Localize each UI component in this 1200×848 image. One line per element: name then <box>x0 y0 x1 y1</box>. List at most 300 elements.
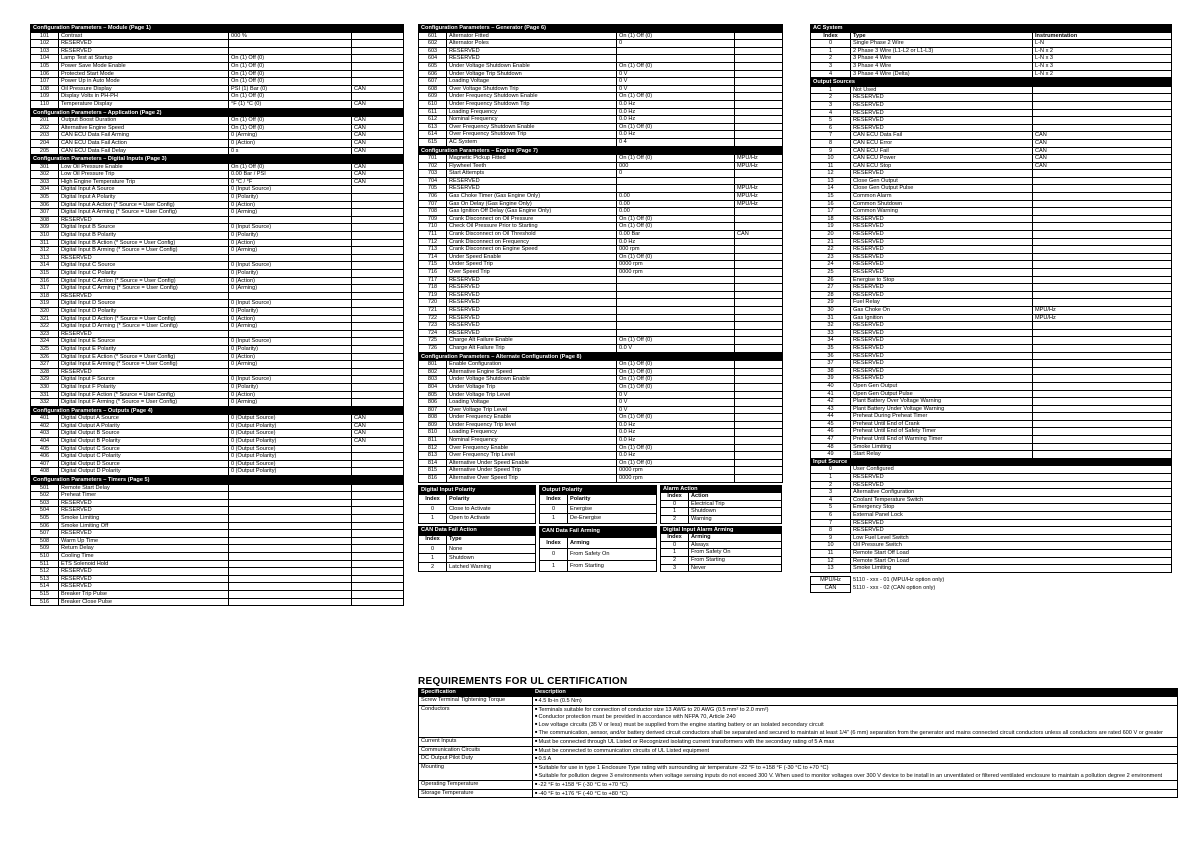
column-header: Polarity <box>568 495 657 504</box>
parameter-name: Charge Alt Failure Trip <box>447 344 617 352</box>
parameter-index: 609 <box>419 93 447 101</box>
output-source-index: 12 <box>811 170 851 178</box>
parameter-value: 0 (Arming) <box>229 247 352 255</box>
parameter-name: Breaker Close Pulse <box>59 598 229 606</box>
parameter-index: 723 <box>419 322 447 330</box>
option-flag <box>352 568 404 576</box>
parameter-index: 606 <box>419 70 447 78</box>
table-row <box>31 484 404 492</box>
option-flag: MPU/Hz <box>1033 314 1172 322</box>
table-row <box>811 177 1172 185</box>
input-source-index: 0 <box>811 466 851 474</box>
parameter-name: ETS Solenoid Hold <box>59 560 229 568</box>
parameter-name: Under Frequency Shutdown Trip <box>447 100 617 108</box>
table-row <box>419 231 783 239</box>
parameter-index: 804 <box>419 383 447 391</box>
option-flag <box>352 583 404 591</box>
table-row <box>419 746 1178 755</box>
option-flag <box>735 208 783 216</box>
parameter-index: 601 <box>419 32 447 40</box>
section-title: Input Source <box>811 458 1172 466</box>
parameter-index: 202 <box>31 124 59 132</box>
option-label: Never <box>689 564 782 572</box>
output-source-index: 11 <box>811 162 851 170</box>
parameter-name: Digital Input F Arming (* Source = User Config) <box>59 399 229 407</box>
parameter-name: Digital Output A Polarity <box>59 422 229 430</box>
option-flag: CAN <box>352 178 404 186</box>
table-row <box>419 208 783 216</box>
option-flag <box>1033 261 1172 269</box>
parameter-value <box>617 322 735 330</box>
option-index: 0 <box>540 504 568 513</box>
parameter-index: 510 <box>31 552 59 560</box>
output-source-name: RESERVED <box>851 215 1033 223</box>
output-source-name: Common Warning <box>851 208 1033 216</box>
option-flag <box>352 93 404 101</box>
parameter-index: 321 <box>31 315 59 323</box>
lookup-table <box>539 526 657 573</box>
option-flag <box>1033 177 1172 185</box>
option-flag <box>1033 337 1172 345</box>
lookup-title: CAN Data Fail Action <box>419 526 536 535</box>
table-row <box>31 415 404 423</box>
option-flag <box>352 239 404 247</box>
table-row <box>419 177 783 185</box>
section-title: AC System <box>811 25 1172 33</box>
option-flag <box>352 499 404 507</box>
parameter-value: 0.0 V <box>617 344 735 352</box>
output-source-index: 37 <box>811 360 851 368</box>
parameter-value: °F (1) °C (0) <box>229 100 352 108</box>
output-source-index: 27 <box>811 284 851 292</box>
table-row <box>31 468 404 476</box>
option-flag <box>735 93 783 101</box>
option-flag <box>352 590 404 598</box>
parameter-value: On (1) Off (0) <box>617 223 735 231</box>
table-row <box>419 563 536 572</box>
output-source-index: 10 <box>811 155 851 163</box>
parameter-value: 0 (Input Source) <box>229 300 352 308</box>
parameter-value: 0 (Action) <box>229 277 352 285</box>
table-row <box>811 337 1172 345</box>
section-title: Configuration Parameters – Digital Inputs (Page 3) <box>31 156 404 164</box>
column-header: Index <box>419 495 447 504</box>
table-row <box>31 307 404 315</box>
table-row <box>811 299 1172 307</box>
parameter-table <box>418 24 783 147</box>
parameter-index: 316 <box>31 277 59 285</box>
parameter-name: Digital Output C Source <box>59 445 229 453</box>
column-header: Action <box>689 493 782 501</box>
ac-type: 2 Phase 3 Wire (L1-L2 or L1-L3) <box>851 47 1033 55</box>
table-row <box>31 492 404 500</box>
parameter-name: Digital Input E Action (* Source = User Config) <box>59 353 229 361</box>
parameter-index: 324 <box>31 338 59 346</box>
table-row <box>419 376 783 384</box>
parameter-index: 612 <box>419 116 447 124</box>
option-flag <box>1033 382 1172 390</box>
parameter-name: Digital Input D Polarity <box>59 307 229 315</box>
output-source-index: 31 <box>811 314 851 322</box>
ac-index: 4 <box>811 70 851 78</box>
parameter-name: Breaker Trip Pulse <box>59 590 229 598</box>
parameter-value <box>229 590 352 598</box>
option-flag <box>352 376 404 384</box>
table-row <box>31 583 404 591</box>
parameter-index: 611 <box>419 108 447 116</box>
table-row <box>811 534 1172 542</box>
option-flag <box>352 545 404 553</box>
parameter-name: Digital Input C Arming (* Source = User Config) <box>59 285 229 293</box>
parameter-index: 332 <box>31 399 59 407</box>
parameter-name: Loading Voltage <box>447 78 617 86</box>
parameter-value: On (1) Off (0) <box>617 414 735 422</box>
ul-bullet: ■ Conductor protection must be provided in accordance with NFPA 70, Article 240 <box>535 713 1175 721</box>
option-flag: CAN <box>352 85 404 93</box>
parameter-value: 0 (Output Polarity) <box>229 438 352 446</box>
output-source-name: RESERVED <box>851 367 1033 375</box>
parameter-name: Digital Input E Source <box>59 338 229 346</box>
option-flag <box>352 186 404 194</box>
parameter-value: 0 <box>617 170 735 178</box>
table-row <box>419 421 783 429</box>
option-flag <box>352 575 404 583</box>
parameter-name: Low Oil Pressure Trip <box>59 171 229 179</box>
option-flag: CAN <box>352 163 404 171</box>
parameter-value: On (1) Off (0) <box>229 93 352 101</box>
input-source-name: External Panel Lock <box>851 512 1172 520</box>
polarity-alarm-tables <box>418 485 782 524</box>
parameter-name: Digital Input E Polarity <box>59 345 229 353</box>
output-source-name: Common Alarm <box>851 193 1033 201</box>
parameter-name: Contrast <box>59 32 229 40</box>
parameter-value: 0.0 Hz <box>617 108 735 116</box>
column-generator-engine <box>418 24 782 572</box>
table-row <box>811 231 1172 239</box>
output-source-name: RESERVED <box>851 329 1033 337</box>
table-row <box>419 514 536 524</box>
parameter-name: Start Attempts <box>447 170 617 178</box>
ul-bullet: ■ Low voltage circuits (35 V or less) must be supplied from the engine starting battery or an isolated secondary circuit <box>535 721 1175 729</box>
option-flag <box>735 444 783 452</box>
table-row <box>419 47 783 55</box>
table-row <box>419 238 783 246</box>
parameter-name: Under Voltage Trip Shutdown <box>447 70 617 78</box>
parameter-name: Display Volts in PH-PH <box>59 93 229 101</box>
parameter-value: On (1) Off (0) <box>617 32 735 40</box>
parameter-value: 0 (Output Source) <box>229 430 352 438</box>
parameter-name: Loading Frequency <box>447 429 617 437</box>
ul-section-title: REQUIREMENTS FOR UL CERTIFICATION <box>418 676 628 687</box>
parameter-value: On (1) Off (0) <box>617 253 735 261</box>
parameter-index: 507 <box>31 530 59 538</box>
table-row <box>419 368 783 376</box>
parameter-index: 713 <box>419 246 447 254</box>
parameter-index: 802 <box>419 368 447 376</box>
parameter-name: Digital Input B Action (* Source = User Config) <box>59 239 229 247</box>
option-flag <box>1033 276 1172 284</box>
parameter-index: 602 <box>419 40 447 48</box>
option-flag <box>352 32 404 40</box>
table-row <box>811 215 1172 223</box>
ac-index: 3 <box>811 62 851 70</box>
parameter-value <box>617 306 735 314</box>
table-row <box>811 428 1172 436</box>
option-label: Shutdown <box>447 553 536 562</box>
parameter-index: 301 <box>31 163 59 171</box>
output-source-name: Preheat Until End of Crank <box>851 420 1033 428</box>
table-row <box>31 62 404 70</box>
parameter-name: Under Speed Enable <box>447 253 617 261</box>
parameter-name: Gas Choke Timer (Gas Engine Only) <box>447 193 617 201</box>
lookup-title: Digital Input Polarity <box>419 485 536 494</box>
option-flag <box>352 492 404 500</box>
option-flag <box>735 314 783 322</box>
parameter-name: Digital Input D Action (* Source = User Config) <box>59 315 229 323</box>
option-flag: CAN <box>1033 155 1172 163</box>
parameter-name: Digital Input C Action (* Source = User Config) <box>59 277 229 285</box>
table-row <box>31 345 404 353</box>
option-flag <box>1033 208 1172 216</box>
option-flag <box>735 131 783 139</box>
parameter-name: Lamp Test at Startup <box>59 55 229 63</box>
parameter-value: On (1) Off (0) <box>617 123 735 131</box>
parameter-value: 0 <box>617 40 735 48</box>
parameter-value: 0.0 Hz <box>617 238 735 246</box>
output-source-name: RESERVED <box>851 322 1033 330</box>
table-row <box>811 55 1172 63</box>
parameter-value: 0 V <box>617 391 735 399</box>
option-flag <box>735 429 783 437</box>
lookup-title: Alarm Action <box>661 485 782 493</box>
option-flag <box>352 201 404 209</box>
output-source-name: CAN ECU Stop <box>851 162 1033 170</box>
table-row <box>419 755 1178 764</box>
option-flag <box>735 329 783 337</box>
parameter-value: 0 (Input Source) <box>229 376 352 384</box>
parameter-name: Under Voltage Trip Level <box>447 391 617 399</box>
parameter-index: 501 <box>31 484 59 492</box>
table-row <box>419 553 536 562</box>
table-row <box>419 737 1178 746</box>
option-flag <box>352 552 404 560</box>
parameter-name: Power Save Mode Enable <box>59 62 229 70</box>
option-flag <box>1033 238 1172 246</box>
ul-bullet: ■ Suitable for use in type 1 Enclosure Type rating with surrounding air temperature -22 °F to +158 °F (-30 °C to +70 °C) <box>535 764 1175 772</box>
parameter-value <box>229 522 352 530</box>
parameter-index: 317 <box>31 285 59 293</box>
option-index: 2 <box>661 556 689 564</box>
lookup-title: CAN Data Fail Arming <box>540 526 657 537</box>
parameter-name: Digital Input B Arming (* Source = User Config) <box>59 247 229 255</box>
output-source-name: RESERVED <box>851 375 1033 383</box>
lookup-table <box>660 526 782 573</box>
parameter-index: 816 <box>419 475 447 483</box>
parameter-index: 315 <box>31 270 59 278</box>
option-flag <box>1033 284 1172 292</box>
parameter-name: Under Voltage Trip <box>447 383 617 391</box>
parameter-value <box>229 254 352 262</box>
section-title: Configuration Parameters – Generator (Page 6) <box>419 25 783 33</box>
parameter-value <box>617 329 735 337</box>
option-flag <box>1033 436 1172 444</box>
parameter-index: 707 <box>419 200 447 208</box>
table-row <box>811 367 1172 375</box>
table-row <box>31 361 404 369</box>
table-row <box>31 445 404 453</box>
option-flag <box>1033 117 1172 125</box>
parameter-value: 0 (Arming) <box>229 323 352 331</box>
option-flag: CAN <box>1033 139 1172 147</box>
parameter-name: RESERVED <box>59 47 229 55</box>
parameter-value <box>229 530 352 538</box>
column-header: Polarity <box>447 495 536 504</box>
table-row <box>419 337 783 345</box>
option-index: 0 <box>661 541 689 549</box>
option-flag <box>352 460 404 468</box>
output-source-index: 2 <box>811 94 851 102</box>
parameter-table <box>30 109 404 156</box>
option-flag <box>352 262 404 270</box>
table-row <box>811 40 1172 48</box>
option-flag <box>735 361 783 369</box>
parameter-index: 503 <box>31 499 59 507</box>
option-flag <box>1033 352 1172 360</box>
table-row <box>419 284 783 292</box>
table-row <box>419 85 783 93</box>
parameter-value: On (1) Off (0) <box>229 70 352 78</box>
parameter-index: 801 <box>419 361 447 369</box>
parameter-name: Digital Output C Polarity <box>59 453 229 461</box>
table-row <box>419 544 536 553</box>
output-source-index: 35 <box>811 344 851 352</box>
parameter-value <box>229 499 352 507</box>
option-label: Shutdown <box>689 508 782 516</box>
input-source-name: RESERVED <box>851 474 1172 482</box>
option-flag: CAN <box>1033 132 1172 140</box>
parameter-index: 105 <box>31 62 59 70</box>
output-source-name: Close Gen Output <box>851 177 1033 185</box>
table-row <box>811 496 1172 504</box>
parameter-index: 604 <box>419 55 447 63</box>
table-row <box>31 530 404 538</box>
parameter-name: RESERVED <box>447 284 617 292</box>
ac-instrumentation: L-N x 2 <box>1033 70 1172 78</box>
option-flag: CAN <box>352 430 404 438</box>
parameter-index: 405 <box>31 445 59 453</box>
table-row <box>661 500 782 508</box>
parameter-name: Crank Disconnect on Frequency <box>447 238 617 246</box>
option-flag <box>1033 124 1172 132</box>
option-flag <box>352 55 404 63</box>
parameter-value: 0.00 <box>617 193 735 201</box>
ul-description <box>533 746 1178 755</box>
option-flag <box>352 537 404 545</box>
output-source-index: 15 <box>811 193 851 201</box>
parameter-value: 0 (Output Source) <box>229 460 352 468</box>
parameter-index: 807 <box>419 406 447 414</box>
parameter-name: Digital Input A Source <box>59 186 229 194</box>
option-index: 2 <box>419 563 447 572</box>
option-flag <box>1033 367 1172 375</box>
parameter-value: 0 (Polarity) <box>229 383 352 391</box>
parameter-name: Under Voltage Shutdown Enable <box>447 376 617 384</box>
parameter-index: 808 <box>419 414 447 422</box>
parameter-index: 407 <box>31 460 59 468</box>
parameter-index: 504 <box>31 507 59 515</box>
parameter-name: Digital Output B Polarity <box>59 438 229 446</box>
parameter-index: 331 <box>31 391 59 399</box>
option-index: 1 <box>419 514 447 524</box>
option-label: From Starting <box>689 556 782 564</box>
table-row <box>811 94 1172 102</box>
output-source-index: 48 <box>811 443 851 451</box>
table-row <box>419 344 783 352</box>
column-header: Arming <box>689 534 782 542</box>
option-flag <box>352 40 404 48</box>
parameter-index: 716 <box>419 269 447 277</box>
parameter-name: Crank Disconnect on Oil Pressure <box>447 215 617 223</box>
input-source-index: 12 <box>811 557 851 565</box>
option-flag <box>735 47 783 55</box>
parameter-name: Under Voltage Shutdown Enable <box>447 62 617 70</box>
parameter-value: On (1) Off (0) <box>229 163 352 171</box>
input-source-name: Coolant Temperature Switch <box>851 496 1172 504</box>
option-flag <box>352 391 404 399</box>
option-flag: CAN <box>735 231 783 239</box>
option-label: From Safety On <box>568 549 657 560</box>
option-flag <box>352 315 404 323</box>
table-row <box>31 376 404 384</box>
table-row <box>811 132 1172 140</box>
option-flag: CAN <box>352 171 404 179</box>
option-flag <box>735 215 783 223</box>
output-source-name: CAN ECU Power <box>851 155 1033 163</box>
output-source-index: 39 <box>811 375 851 383</box>
parameter-value <box>229 40 352 48</box>
option-flag <box>352 216 404 224</box>
option-flag <box>1033 329 1172 337</box>
parameter-value: 0 (Output Polarity) <box>229 468 352 476</box>
input-source-name: RESERVED <box>851 527 1172 535</box>
table-row <box>31 216 404 224</box>
table-row <box>31 438 404 446</box>
table-row <box>419 78 783 86</box>
output-source-name: RESERVED <box>851 360 1033 368</box>
ul-specification: Conductors <box>419 705 533 737</box>
option-flag <box>735 55 783 63</box>
parameter-index: 610 <box>419 100 447 108</box>
section-title: Configuration Parameters – Alternate Configuration (Page 8) <box>419 353 783 361</box>
table-row <box>31 430 404 438</box>
parameter-name: Cooling Time <box>59 552 229 560</box>
ul-bullet: ■ 4.5 lb-in (0.5 Nm) <box>535 697 1175 705</box>
table-row <box>419 100 783 108</box>
option-flag <box>352 453 404 461</box>
output-source-index: 29 <box>811 299 851 307</box>
table-row <box>661 516 782 524</box>
option-flag <box>352 368 404 376</box>
parameter-index: 806 <box>419 399 447 407</box>
parameter-index: 710 <box>419 223 447 231</box>
table-row <box>811 253 1172 261</box>
parameter-index: 708 <box>419 208 447 216</box>
output-source-index: 24 <box>811 261 851 269</box>
option-flag <box>735 322 783 330</box>
output-source-name: RESERVED <box>851 344 1033 352</box>
section-title: Configuration Parameters – Outputs (Page 4) <box>31 407 404 415</box>
input-source-index: 2 <box>811 481 851 489</box>
